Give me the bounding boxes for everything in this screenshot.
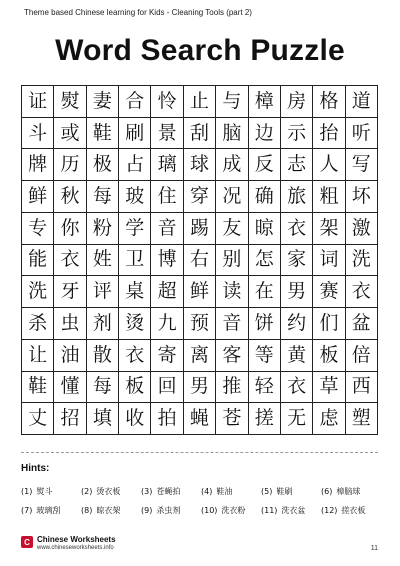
grid-cell[interactable]: 杀 (22, 308, 54, 340)
hints-list (21, 486, 381, 516)
grid-cell[interactable]: 晾 (249, 213, 281, 245)
grid-cell[interactable]: 招 (54, 403, 86, 435)
grid-cell[interactable]: 激 (346, 213, 378, 245)
grid-cell[interactable]: 饼 (249, 308, 281, 340)
hint-item (321, 505, 381, 516)
hint-text: 搓衣板 (341, 506, 366, 515)
grid-cell[interactable]: 超 (151, 276, 183, 308)
grid-cell[interactable]: 倍 (346, 340, 378, 372)
grid-cell[interactable]: 与 (216, 86, 248, 118)
grid-cell[interactable]: 穿 (184, 181, 216, 213)
hint-text: 洗衣粉 (221, 506, 246, 515)
hint-text: 晾衣架 (96, 506, 121, 515)
footer-brand: Chinese Worksheets (37, 535, 116, 544)
grid-cell[interactable]: 让 (22, 340, 54, 372)
grid-cell[interactable]: 鲜 (22, 181, 54, 213)
grid-cell[interactable]: 男 (281, 276, 313, 308)
page-caption: Theme based Chinese learning for Kids - Cleaning Tools (part 2) (24, 8, 252, 17)
grid-cell[interactable]: 占 (119, 149, 151, 181)
grid-cell[interactable]: 苍 (216, 403, 248, 435)
grid-cell[interactable]: 格 (313, 86, 345, 118)
grid-cell[interactable]: 樟 (249, 86, 281, 118)
grid-cell[interactable]: 拍 (151, 403, 183, 435)
hint-number: (1) (21, 487, 33, 496)
hint-text: 玻璃刮 (36, 506, 61, 515)
page-title: Word Search Puzzle (55, 34, 345, 67)
grid-cell[interactable]: 九 (151, 308, 183, 340)
grid-cell[interactable]: 写 (346, 149, 378, 181)
hint-item (81, 505, 141, 516)
grid-cell[interactable]: 牙 (54, 276, 86, 308)
grid-cell[interactable]: 鞋 (87, 118, 119, 150)
hint-text: 洗衣盆 (281, 506, 306, 515)
hint-item (321, 486, 381, 497)
grid-cell[interactable]: 衣 (119, 340, 151, 372)
grid-cell[interactable]: 刮 (184, 118, 216, 150)
grid-cell[interactable]: 怜 (151, 86, 183, 118)
hint-number: (7) (21, 506, 33, 515)
grid-cell[interactable]: 桌 (119, 276, 151, 308)
grid-cell[interactable]: 衣 (281, 213, 313, 245)
grid-cell[interactable]: 况 (216, 181, 248, 213)
grid-cell[interactable]: 鲜 (184, 276, 216, 308)
word-search-grid (21, 85, 378, 435)
grid-cell[interactable]: 男 (184, 372, 216, 404)
hint-number: (12) (321, 506, 338, 515)
grid-cell[interactable]: 西 (346, 372, 378, 404)
grid-cell[interactable]: 成 (216, 149, 248, 181)
grid-cell[interactable]: 家 (281, 245, 313, 277)
footer-url: www.chineseworksheets.info (37, 545, 114, 551)
grid-cell[interactable]: 脑 (216, 118, 248, 150)
hint-number: (11) (261, 506, 278, 515)
grid-cell[interactable]: 玻 (119, 181, 151, 213)
grid-cell[interactable]: 房 (281, 86, 313, 118)
hint-text: 鞋刷 (276, 487, 293, 496)
grid-cell[interactable]: 粗 (313, 181, 345, 213)
grid-cell[interactable]: 剂 (87, 308, 119, 340)
grid-cell[interactable]: 坏 (346, 181, 378, 213)
grid-cell[interactable]: 璃 (151, 149, 183, 181)
grid-cell[interactable]: 球 (184, 149, 216, 181)
grid-cell[interactable]: 推 (216, 372, 248, 404)
grid-cell[interactable]: 约 (281, 308, 313, 340)
grid-cell[interactable]: 烫 (119, 308, 151, 340)
grid-cell[interactable]: 道 (346, 86, 378, 118)
grid-cell[interactable]: 每 (87, 372, 119, 404)
grid-cell[interactable]: 听 (346, 118, 378, 150)
grid-cell[interactable]: 虑 (313, 403, 345, 435)
grid-cell[interactable]: 搓 (249, 403, 281, 435)
hint-item (261, 486, 321, 497)
hint-number: (2) (81, 487, 93, 496)
grid-cell[interactable]: 牌 (22, 149, 54, 181)
grid-cell[interactable]: 衣 (54, 245, 86, 277)
grid-cell[interactable]: 示 (281, 118, 313, 150)
grid-cell[interactable]: 你 (54, 213, 86, 245)
hint-number: (4) (201, 487, 213, 496)
hint-number: (9) (141, 506, 153, 515)
grid-cell[interactable]: 洗 (22, 276, 54, 308)
grid-cell[interactable]: 黄 (281, 340, 313, 372)
grid-cell[interactable]: 塑 (346, 403, 378, 435)
hint-text: 烫衣板 (96, 487, 121, 496)
grid-cell[interactable]: 止 (184, 86, 216, 118)
hint-number: (5) (261, 487, 273, 496)
grid-cell[interactable]: 边 (249, 118, 281, 150)
hint-text: 熨斗 (36, 487, 53, 496)
grid-cell[interactable]: 草 (313, 372, 345, 404)
grid-cell[interactable]: 志 (281, 149, 313, 181)
grid-cell[interactable]: 板 (119, 372, 151, 404)
hint-text: 杀虫剂 (156, 506, 181, 515)
grid-cell[interactable]: 学 (119, 213, 151, 245)
grid-cell[interactable]: 音 (151, 213, 183, 245)
grid-cell[interactable]: 怎 (249, 245, 281, 277)
grid-cell[interactable]: 别 (216, 245, 248, 277)
grid-cell[interactable]: 衣 (346, 276, 378, 308)
hint-text: 樟脑球 (336, 487, 361, 496)
grid-cell[interactable]: 住 (151, 181, 183, 213)
grid-cell[interactable]: 鞋 (22, 372, 54, 404)
grid-cell[interactable]: 等 (249, 340, 281, 372)
grid-cell[interactable]: 妻 (87, 86, 119, 118)
grid-cell[interactable]: 踢 (184, 213, 216, 245)
grid-cell[interactable]: 博 (151, 245, 183, 277)
grid-cell[interactable]: 每 (87, 181, 119, 213)
hint-number: (8) (81, 506, 93, 515)
grid-cell[interactable]: 粉 (87, 213, 119, 245)
grid-cell[interactable]: 客 (216, 340, 248, 372)
hint-item (201, 505, 261, 516)
grid-cell[interactable]: 洗 (346, 245, 378, 277)
grid-cell[interactable]: 人 (313, 149, 345, 181)
grid-cell[interactable]: 熨 (54, 86, 86, 118)
hint-number: (3) (141, 487, 153, 496)
grid-cell[interactable]: 蝇 (184, 403, 216, 435)
grid-cell[interactable]: 板 (313, 340, 345, 372)
grid-cell[interactable]: 音 (216, 308, 248, 340)
grid-cell[interactable]: 们 (313, 308, 345, 340)
grid-cell[interactable]: 散 (87, 340, 119, 372)
hint-item (201, 486, 261, 497)
grid-cell[interactable]: 轻 (249, 372, 281, 404)
hint-item (141, 486, 201, 497)
grid-cell[interactable]: 确 (249, 181, 281, 213)
grid-cell[interactable]: 衣 (281, 372, 313, 404)
hint-item (261, 505, 321, 516)
hint-item (141, 505, 201, 516)
grid-cell[interactable]: 架 (313, 213, 345, 245)
page-number: 11 (370, 545, 378, 552)
grid-cell[interactable]: 收 (119, 403, 151, 435)
hint-item (21, 486, 81, 497)
grid-cell[interactable]: 专 (22, 213, 54, 245)
grid-cell[interactable]: 极 (87, 149, 119, 181)
grid-cell[interactable]: 预 (184, 308, 216, 340)
divider (21, 452, 378, 453)
grid-cell[interactable]: 在 (249, 276, 281, 308)
hint-number: (6) (321, 487, 333, 496)
hint-text: 鞋油 (216, 487, 233, 496)
grid-cell[interactable]: 卫 (119, 245, 151, 277)
grid-cell[interactable]: 油 (54, 340, 86, 372)
grid-cell[interactable]: 刷 (119, 118, 151, 150)
grid-cell[interactable]: 反 (249, 149, 281, 181)
grid-cell[interactable]: 赛 (313, 276, 345, 308)
grid-cell[interactable]: 离 (184, 340, 216, 372)
grid-cell[interactable]: 懂 (54, 372, 86, 404)
grid-cell[interactable]: 右 (184, 245, 216, 277)
grid-cell[interactable]: 抬 (313, 118, 345, 150)
grid-cell[interactable]: 姓 (87, 245, 119, 277)
grid-cell[interactable]: 虫 (54, 308, 86, 340)
grid-cell[interactable]: 旅 (281, 181, 313, 213)
grid-cell[interactable]: 友 (216, 213, 248, 245)
brand-logo-icon: C (21, 536, 33, 548)
grid-cell[interactable]: 无 (281, 403, 313, 435)
grid-cell[interactable]: 或 (54, 118, 86, 150)
hint-item (81, 486, 141, 497)
hint-number: (10) (201, 506, 218, 515)
hint-item (21, 505, 81, 516)
grid-cell[interactable]: 评 (87, 276, 119, 308)
grid-cell[interactable]: 景 (151, 118, 183, 150)
grid-cell[interactable]: 盆 (346, 308, 378, 340)
grid-cell[interactable]: 回 (151, 372, 183, 404)
grid-cell[interactable]: 能 (22, 245, 54, 277)
grid-cell[interactable]: 词 (313, 245, 345, 277)
grid-cell[interactable]: 证 (22, 86, 54, 118)
grid-cell[interactable]: 丈 (22, 403, 54, 435)
grid-cell[interactable]: 填 (87, 403, 119, 435)
grid-cell[interactable]: 合 (119, 86, 151, 118)
hint-text: 苍蝇拍 (156, 487, 181, 496)
grid-cell[interactable]: 秋 (54, 181, 86, 213)
grid-cell[interactable]: 寄 (151, 340, 183, 372)
hints-label: Hints: (21, 463, 50, 474)
grid-cell[interactable]: 读 (216, 276, 248, 308)
grid-cell[interactable]: 历 (54, 149, 86, 181)
grid-cell[interactable]: 斗 (22, 118, 54, 150)
